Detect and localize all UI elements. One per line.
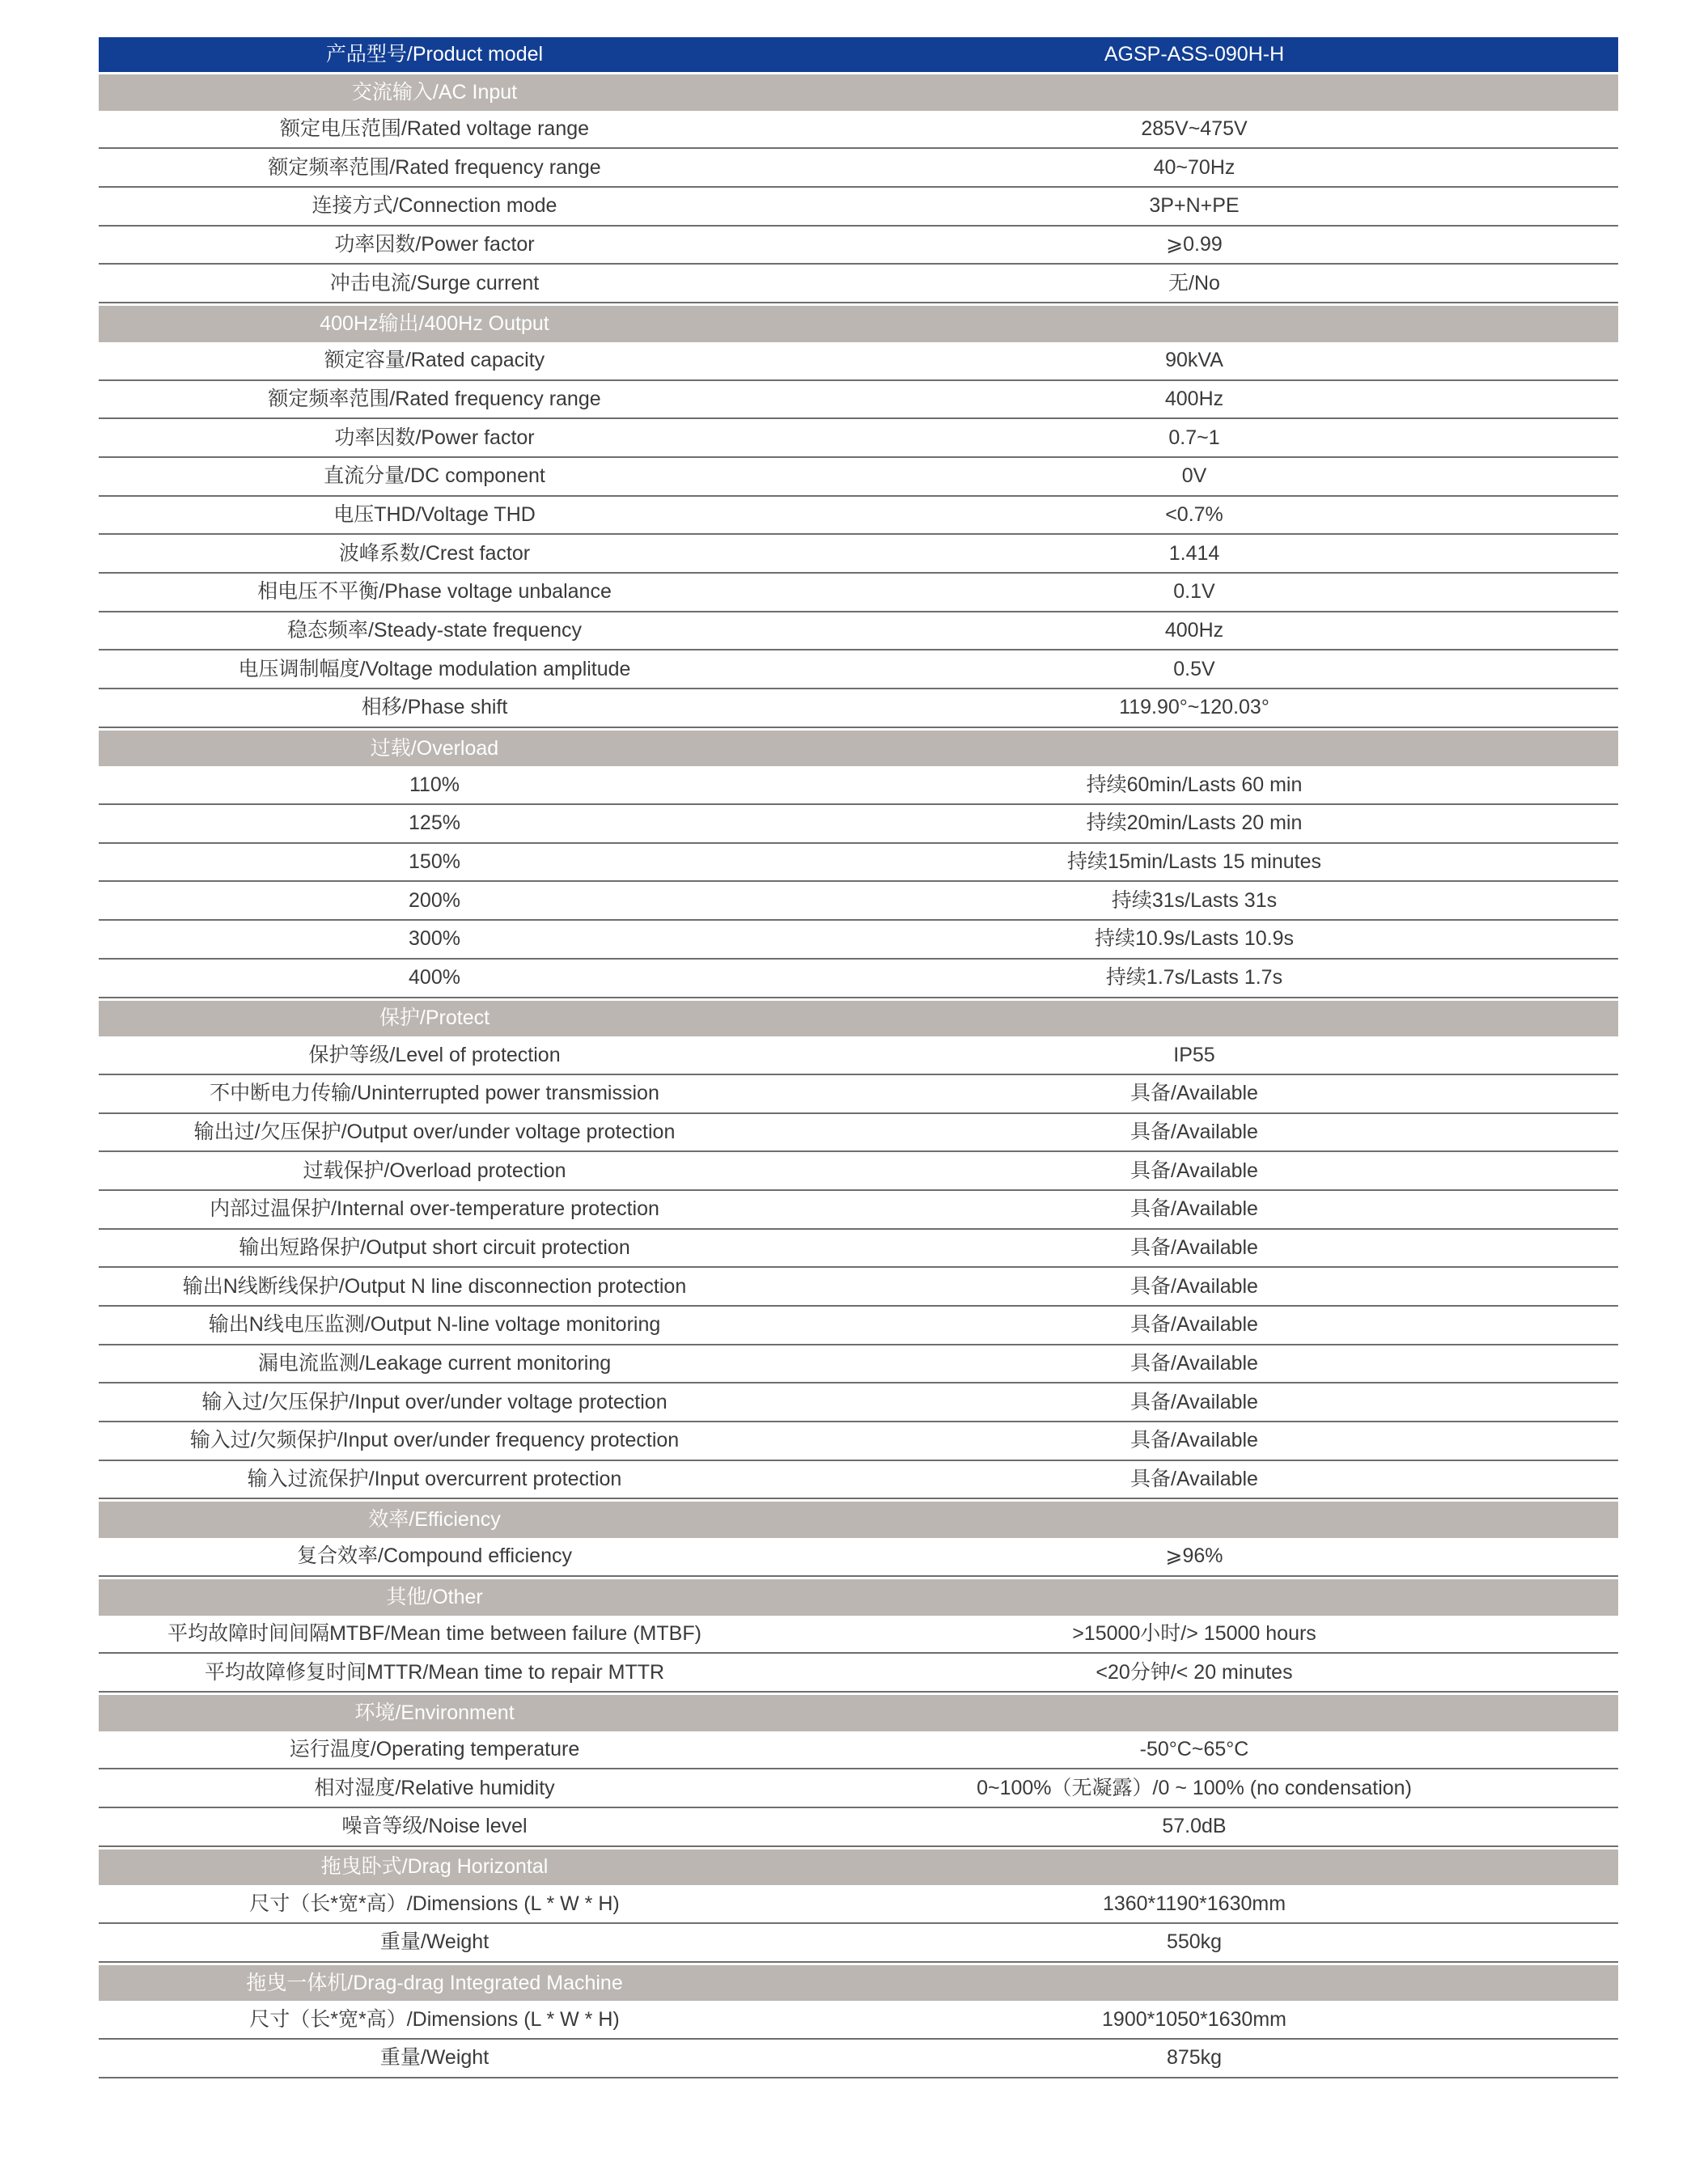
table-row — [99, 149, 1618, 188]
section-header — [99, 728, 1618, 767]
spec-label: 额定频率范围/Rated frequency range — [268, 387, 601, 410]
spec-label: 连接方式/Connection mode — [312, 194, 557, 218]
spec-label: 输入过流保护/Input overcurrent protection — [247, 1468, 622, 1491]
header-value: AGSP-ASS-090H-H — [1104, 43, 1285, 66]
table-row — [99, 1114, 1618, 1153]
table-row — [99, 1307, 1618, 1345]
table-row — [99, 1036, 1618, 1075]
spec-value: 具备/Available — [1130, 1235, 1258, 1259]
spec-label: 噪音等级/Noise level — [341, 1815, 528, 1838]
section-header — [99, 1499, 1618, 1538]
spec-value: 具备/Available — [1130, 1468, 1258, 1491]
header-row — [99, 37, 1618, 72]
spec-label: 内部过温保护/Internal over-temperature protection — [210, 1197, 659, 1221]
spec-value: 持续31s/Lasts 31s — [1111, 888, 1278, 912]
spec-label: 冲击电流/Surge current — [329, 271, 540, 294]
spec-value: 具备/Available — [1130, 1082, 1258, 1105]
table-row — [99, 497, 1618, 536]
spec-label: 相移/Phase shift — [361, 696, 508, 719]
spec-label: 尺寸（长*宽*高）/Dimensions (L * W * H) — [249, 1892, 620, 1915]
spec-label: 功率因数/Power factor — [334, 233, 535, 256]
table-row — [99, 921, 1618, 960]
spec-label: 重量/Weight — [379, 1930, 490, 1954]
spec-label: 不中断电力传输/Uninterrupted power transmission — [210, 1082, 659, 1105]
spec-label: 稳态频率/Steady-state frequency — [286, 618, 583, 642]
spec-label: 输入过/欠频保护/Input over/under frequency protection — [189, 1429, 680, 1452]
table-row — [99, 1422, 1618, 1461]
table-row — [99, 650, 1618, 689]
spec-value: 无/No — [1168, 271, 1220, 294]
table-row — [99, 689, 1618, 728]
table-row — [99, 1230, 1618, 1269]
spec-label: 额定电压范围/Rated voltage range — [279, 117, 590, 141]
spec-value: 持续20min/Lasts 20 min — [1086, 811, 1303, 835]
spec-label: 波峰系数/Crest factor — [338, 541, 531, 565]
spec-value: 0.5V — [1173, 657, 1215, 680]
section-title: 拖曳一体机/Drag-drag Integrated Machine — [246, 1971, 623, 1994]
spec-label: 输入过/欠压保护/Input over/under voltage protection — [201, 1390, 668, 1413]
spec-table — [99, 37, 1618, 2078]
spec-label: 110% — [409, 773, 460, 796]
spec-value: 0.7~1 — [1168, 426, 1220, 449]
section-header — [99, 998, 1618, 1037]
section-title: 保护/Protect — [379, 1006, 490, 1030]
table-row — [99, 535, 1618, 574]
spec-label: 尺寸（长*宽*高）/Dimensions (L * W * H) — [249, 2007, 620, 2031]
spec-label: 运行温度/Operating temperature — [289, 1737, 580, 1761]
spec-label: 平均故障修复时间MTTR/Mean time to repair MTTR — [204, 1660, 665, 1684]
spec-label: 125% — [409, 811, 460, 835]
section-title: 拖曳卧式/Drag Horizontal — [320, 1855, 549, 1879]
spec-value: 具备/Available — [1130, 1429, 1258, 1452]
spec-value: 0~100%（无凝露）/0 ~ 100% (no condensation) — [977, 1776, 1412, 1799]
spec-value: 具备/Available — [1130, 1197, 1258, 1221]
spec-value: <0.7% — [1165, 502, 1223, 526]
spec-value: 具备/Available — [1130, 1120, 1258, 1143]
spec-label: 300% — [409, 927, 460, 951]
spec-value: 3P+N+PE — [1149, 194, 1240, 218]
spec-label: 150% — [409, 850, 460, 874]
spec-value: 持续10.9s/Lasts 10.9s — [1095, 927, 1294, 951]
table-row — [99, 1461, 1618, 1500]
table-row — [99, 188, 1618, 227]
table-row — [99, 381, 1618, 420]
table-row — [99, 805, 1618, 844]
table-row — [99, 960, 1618, 998]
section-title: 环境/Environment — [354, 1701, 515, 1724]
table-row — [99, 1345, 1618, 1384]
table-row — [99, 2001, 1618, 2040]
spec-value: 具备/Available — [1130, 1352, 1258, 1375]
spec-label: 200% — [409, 888, 460, 912]
spec-label: 电压THD/Voltage THD — [333, 502, 536, 526]
spec-value: 持续1.7s/Lasts 1.7s — [1105, 966, 1283, 989]
table-row — [99, 1654, 1618, 1693]
table-row — [99, 1731, 1618, 1770]
spec-label: 漏电流监测/Leakage current monitoring — [257, 1352, 612, 1375]
spec-label: 重量/Weight — [379, 2046, 490, 2070]
section-header — [99, 1577, 1618, 1616]
spec-label: 额定容量/Rated capacity — [324, 349, 545, 372]
section-header — [99, 1693, 1618, 1731]
spec-body — [99, 72, 1618, 2078]
table-row — [99, 574, 1618, 612]
section-header — [99, 1963, 1618, 2002]
table-row — [99, 342, 1618, 381]
section-title: 过载/Overload — [370, 736, 499, 760]
table-row — [99, 766, 1618, 805]
section-header — [99, 72, 1618, 111]
spec-value: -50°C~65°C — [1139, 1737, 1249, 1761]
section-header — [99, 1847, 1618, 1886]
spec-value: 90kVA — [1165, 349, 1223, 372]
spec-value: 1900*1050*1630mm — [1102, 2007, 1286, 2031]
spec-value: ⩾96% — [1165, 1544, 1223, 1568]
section-title: 交流输入/AC Input — [351, 80, 518, 104]
spec-label: 复合效率/Compound efficiency — [297, 1544, 572, 1568]
table-row — [99, 1808, 1618, 1847]
spec-label: 400% — [409, 966, 460, 989]
table-row — [99, 1769, 1618, 1808]
spec-value: 40~70Hz — [1153, 155, 1235, 179]
spec-value: 具备/Available — [1130, 1159, 1258, 1182]
spec-label: 额定频率范围/Rated frequency range — [268, 155, 601, 179]
spec-value: 285V~475V — [1141, 117, 1248, 141]
spec-value: 持续60min/Lasts 60 min — [1086, 773, 1303, 796]
spec-label: 功率因数/Power factor — [334, 426, 535, 449]
spec-label: 相对湿度/Relative humidity — [314, 1776, 555, 1799]
table-row — [99, 111, 1618, 150]
table-row — [99, 1075, 1618, 1114]
table-row — [99, 419, 1618, 458]
header-label: 产品型号/Product model — [325, 43, 544, 66]
table-row — [99, 1152, 1618, 1191]
spec-value: 400Hz — [1164, 618, 1224, 642]
table-row — [99, 1885, 1618, 1924]
spec-value: 1.414 — [1168, 541, 1220, 565]
spec-value: 0V — [1181, 464, 1207, 488]
spec-value: 具备/Available — [1130, 1274, 1258, 1298]
table-row — [99, 458, 1618, 497]
spec-value: 0.1V — [1173, 580, 1215, 604]
table-row — [99, 265, 1618, 303]
table-row — [99, 1383, 1618, 1422]
spec-value: 具备/Available — [1130, 1390, 1258, 1413]
spec-label: 输出N线断线保护/Output N line disconnection protection — [182, 1274, 687, 1298]
spec-label: 过载保护/Overload protection — [303, 1159, 566, 1182]
section-title: 400Hz输出/400Hz Output — [320, 311, 549, 335]
table-row — [99, 844, 1618, 883]
section-header — [99, 303, 1618, 342]
spec-value: 持续15min/Lasts 15 minutes — [1066, 850, 1322, 874]
table-row — [99, 612, 1618, 651]
table-row — [99, 2040, 1618, 2078]
spec-label: 相电压不平衡/Phase voltage unbalance — [257, 580, 612, 604]
table-row — [99, 1538, 1618, 1577]
table-row — [99, 227, 1618, 265]
spec-value: 119.90°~120.03° — [1119, 696, 1269, 719]
spec-value: IP55 — [1173, 1043, 1215, 1066]
spec-value: 550kg — [1166, 1930, 1223, 1954]
spec-label: 直流分量/DC component — [324, 464, 545, 488]
spec-value: <20分钟/< 20 minutes — [1096, 1660, 1293, 1684]
table-row — [99, 1268, 1618, 1307]
spec-value: >15000小时/> 15000 hours — [1072, 1621, 1316, 1645]
spec-value: 57.0dB — [1162, 1815, 1227, 1838]
spec-value: 1360*1190*1630mm — [1102, 1892, 1286, 1915]
spec-label: 输出过/欠压保护/Output over/under voltage protection — [193, 1120, 676, 1143]
table-row — [99, 882, 1618, 921]
spec-value: 875kg — [1166, 2046, 1223, 2070]
table-row — [99, 1616, 1618, 1655]
table-row — [99, 1924, 1618, 1963]
spec-value: 400Hz — [1164, 387, 1224, 410]
spec-label: 输出N线电压监测/Output N-line voltage monitoring — [208, 1313, 661, 1337]
spec-value: 具备/Available — [1130, 1313, 1258, 1337]
spec-label: 平均故障时间间隔MTBF/Mean time between failure (MTBF) — [167, 1621, 701, 1645]
section-title: 其他/Other — [386, 1585, 483, 1608]
spec-label: 输出短路保护/Output short circuit protection — [239, 1235, 630, 1259]
spec-value: ⩾0.99 — [1166, 233, 1223, 256]
spec-label: 保护等级/Level of protection — [308, 1043, 561, 1066]
table-row — [99, 1191, 1618, 1230]
spec-label: 电压调制幅度/Voltage modulation amplitude — [238, 657, 631, 680]
section-title: 效率/Efficiency — [368, 1508, 501, 1532]
